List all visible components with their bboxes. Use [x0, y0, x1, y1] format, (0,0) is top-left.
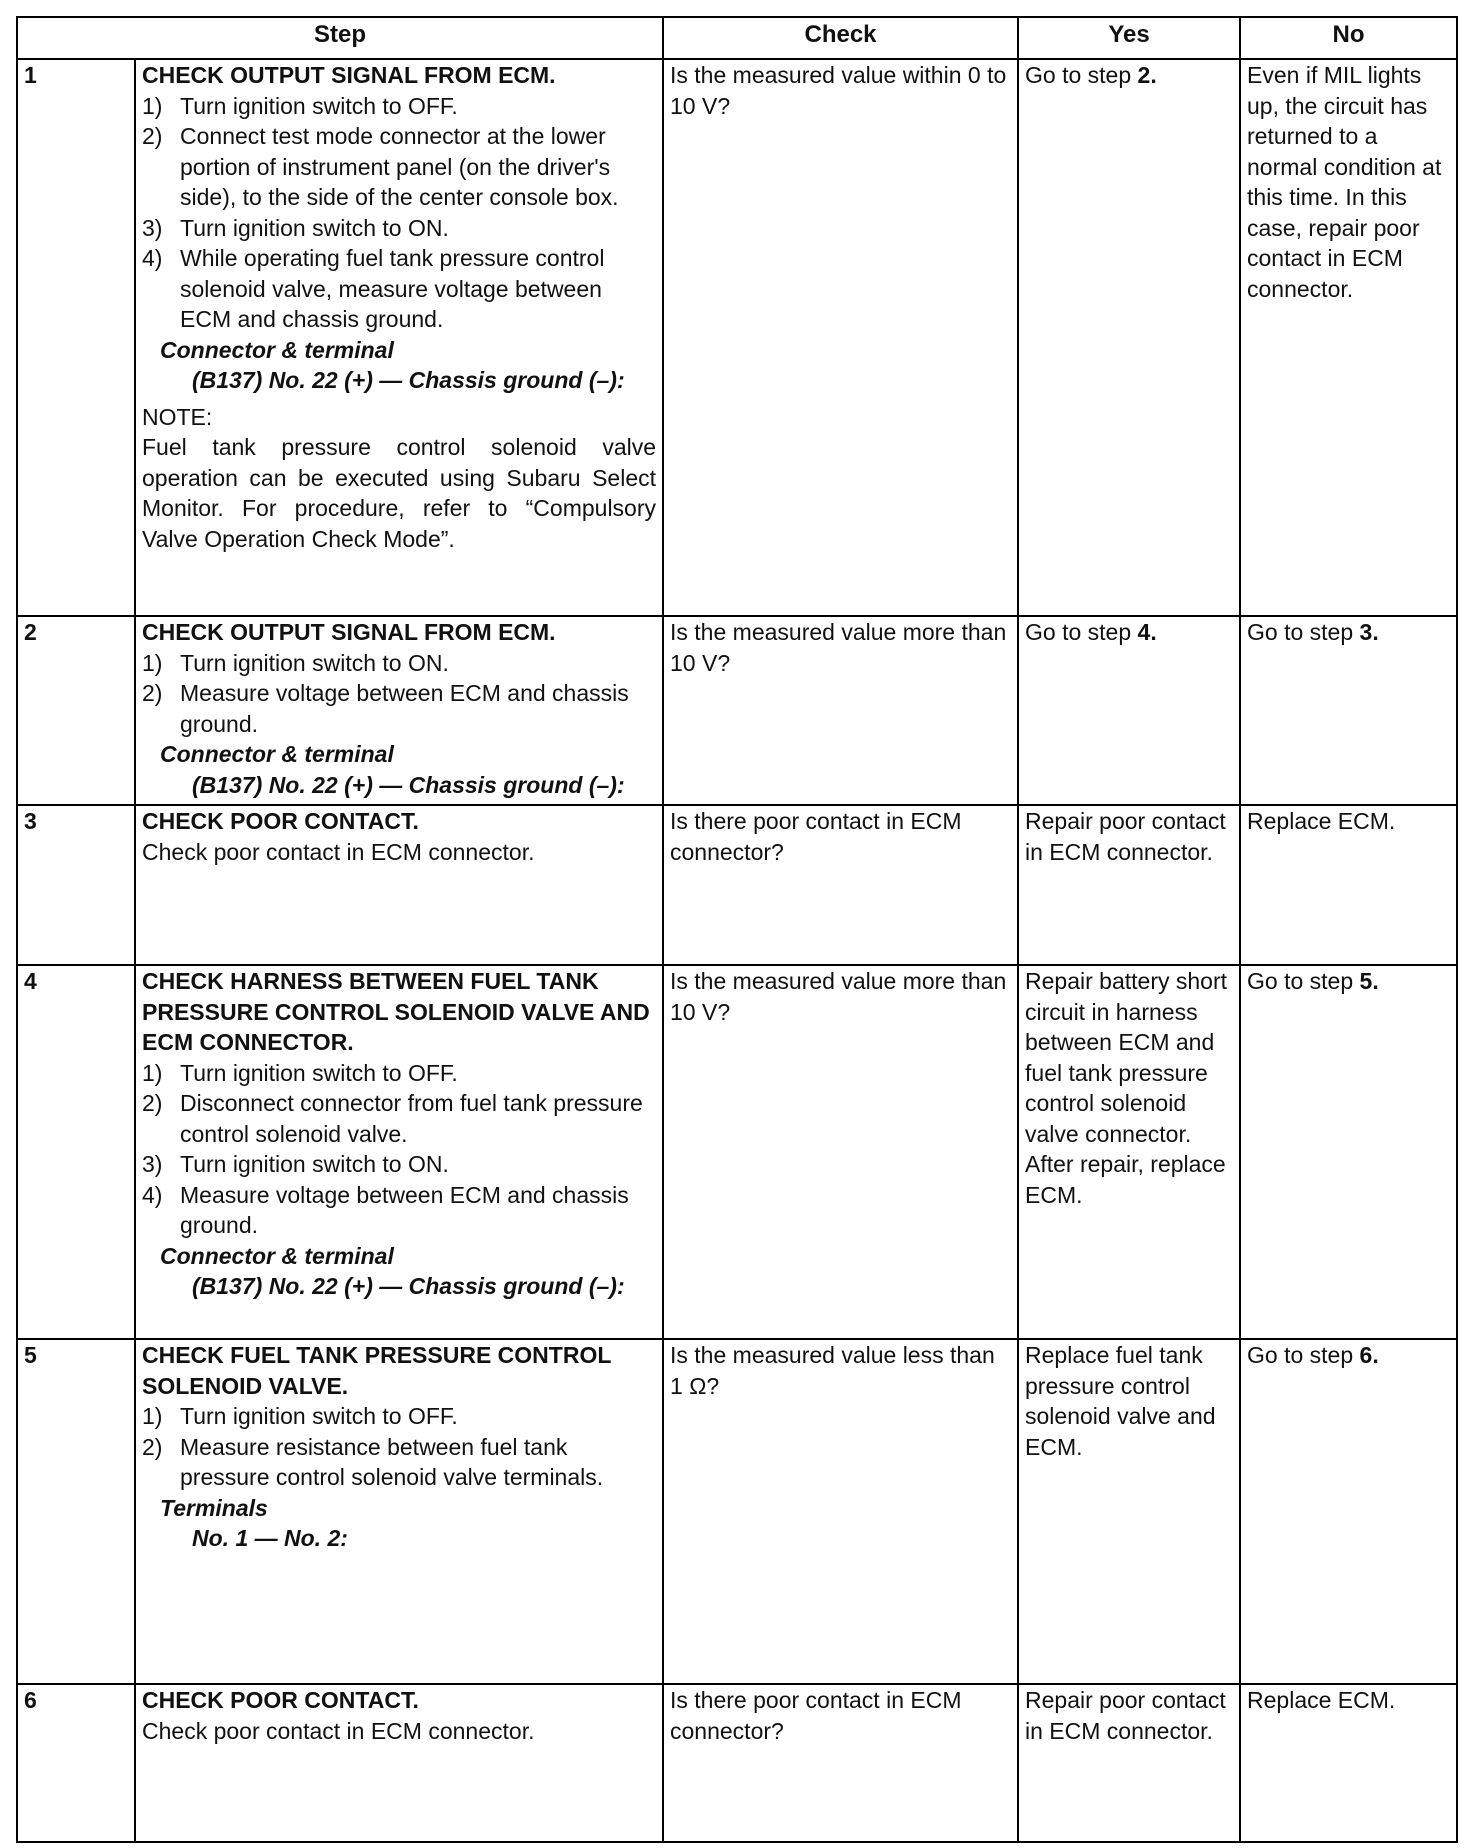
yes-text: Replace fuel tank pressure control solenoid valve and ECM. [1025, 1342, 1216, 1460]
check-cell: Is the measured value within 0 to 10 V? [663, 59, 1018, 616]
step-cell [135, 805, 663, 965]
spec-value: No. 1 — No. 2: [192, 1525, 348, 1551]
note-text: Fuel tank pressure control solenoid valve operation can be executed using Subaru Select Monitor. For procedure, refer to “Compulsory Valve Operation Check Mode”. [142, 434, 657, 552]
substep-number: 1) [142, 649, 163, 676]
no-cell [1240, 59, 1457, 616]
step-heading: CHECK POOR CONTACT. [142, 1687, 419, 1713]
substep-number: 3) [142, 1151, 163, 1177]
substep-number: 2) [142, 1433, 163, 1460]
table-row [17, 805, 1457, 965]
substep [142, 1180, 656, 1241]
substep [142, 1432, 656, 1493]
no-cell [1240, 1339, 1457, 1684]
substep-number: 2) [142, 123, 163, 149]
spec-value: (B137) No. 22 (+) — Chassis ground (–): [192, 771, 625, 798]
table-row [17, 59, 1457, 616]
step-number: 4 [17, 965, 135, 1339]
substep-number: 1) [142, 92, 163, 119]
header-yes: Yes [1018, 17, 1240, 59]
step-heading: CHECK OUTPUT SIGNAL FROM ECM. [142, 619, 556, 645]
step-cell [135, 59, 663, 616]
spec-label: Connector & terminal [160, 741, 394, 767]
yes-cell [1018, 805, 1240, 965]
substep-text: Connect test mode connector at the lower portion of instrument panel (on the driver's side), to the side of the center console box. [180, 123, 619, 210]
substep-number: 3) [142, 214, 163, 241]
substep-text: Turn ignition switch to ON. [180, 649, 449, 676]
no-step-ref: 5. [1359, 968, 1379, 994]
substep-text: Turn ignition switch to ON. [180, 214, 449, 241]
yes-cell [1018, 59, 1240, 616]
substep-text: Disconnect connector from fuel tank pressure control solenoid valve. [180, 1090, 643, 1147]
yes-text: Go to step [1025, 619, 1132, 645]
substep-text: Measure voltage between ECM and chassis ground. [180, 1181, 629, 1238]
substep [142, 1088, 656, 1149]
note-heading: NOTE: [142, 403, 213, 430]
no-text: Replace ECM. [1247, 808, 1396, 834]
substep-number: 2) [142, 680, 163, 706]
no-text: Go to step [1247, 968, 1354, 994]
check-cell: Is the measured value less than 1 Ω? [663, 1339, 1018, 1684]
step-heading: CHECK OUTPUT SIGNAL FROM ECM. [142, 62, 556, 88]
substep-number: 1) [142, 1059, 163, 1086]
no-text: Even if MIL lights up, the circuit has returned to a normal condition at this time. In this case, repair poor contact in ECM connector. [1247, 62, 1442, 302]
substep [142, 1149, 656, 1180]
yes-step-ref: 2. [1137, 62, 1157, 88]
substep-number: 2) [142, 1090, 163, 1116]
yes-text: Repair poor contact in ECM connector. [1025, 1687, 1226, 1744]
substep-text: Measure resistance between fuel tank pressure control solenoid valve terminals. [180, 1433, 604, 1490]
substep-text: While operating fuel tank pressure control solenoid valve, measure voltage between ECM and chassis ground. [180, 245, 605, 332]
yes-text: Repair battery short circuit in harness between ECM and fuel tank pressure control solenoid valve connector. After repair, replace ECM. [1025, 968, 1227, 1208]
step-number: 1 [17, 59, 135, 616]
diagnostic-table [16, 16, 1458, 1843]
substep-number: 4) [142, 245, 163, 271]
header-check: Check [663, 17, 1018, 59]
substep [142, 121, 656, 213]
header-step: Step [17, 17, 663, 59]
step-cell [135, 1339, 663, 1684]
yes-text: Repair poor contact in ECM connector. [1025, 808, 1226, 865]
substep [142, 1058, 656, 1089]
no-cell [1240, 965, 1457, 1339]
step-body: Check poor contact in ECM connector. [142, 838, 535, 865]
substep-text: Measure voltage between ECM and chassis ground. [180, 680, 629, 737]
yes-cell [1018, 1684, 1240, 1842]
no-cell [1240, 1684, 1457, 1842]
header-row [17, 17, 1457, 59]
spec-value: (B137) No. 22 (+) — Chassis ground (–): [192, 367, 625, 393]
substep-text: Turn ignition switch to OFF. [180, 92, 458, 119]
spec-label: Connector & terminal [160, 336, 394, 363]
no-cell [1240, 805, 1457, 965]
substep [142, 243, 656, 335]
substep-number: 4) [142, 1181, 163, 1208]
yes-step-ref: 4. [1137, 619, 1157, 645]
step-body: Check poor contact in ECM connector. [142, 1717, 535, 1744]
no-text: Go to step [1247, 1342, 1354, 1368]
table-row [17, 1684, 1457, 1842]
no-text: Replace ECM. [1247, 1687, 1396, 1713]
substep-text: Turn ignition switch to OFF. [180, 1403, 458, 1429]
substep-number: 1) [142, 1403, 163, 1429]
step-number: 6 [17, 1684, 135, 1842]
yes-cell [1018, 616, 1240, 805]
no-step-ref: 6. [1359, 1342, 1379, 1368]
step-heading: CHECK FUEL TANK PRESSURE CONTROL SOLENOID VALVE. [142, 1342, 611, 1399]
check-cell: Is the measured value more than 10 V? [663, 616, 1018, 805]
no-cell [1240, 616, 1457, 805]
step-number: 2 [17, 616, 135, 805]
spec-label: Terminals [160, 1494, 268, 1521]
table-row [17, 965, 1457, 1339]
substep-text: Turn ignition switch to OFF. [180, 1059, 458, 1086]
step-cell [135, 616, 663, 805]
substep [142, 1401, 656, 1432]
yes-cell [1018, 965, 1240, 1339]
table-row [17, 1339, 1457, 1684]
check-cell: Is there poor contact in ECM connector? [663, 805, 1018, 965]
substep [142, 213, 656, 244]
step-number: 5 [17, 1339, 135, 1684]
check-cell: Is the measured value more than 10 V? [663, 965, 1018, 1339]
spec-value: (B137) No. 22 (+) — Chassis ground (–): [192, 1273, 625, 1299]
substep-text: Turn ignition switch to ON. [180, 1151, 449, 1177]
substep [142, 648, 656, 679]
header-no: No [1240, 17, 1457, 59]
yes-text: Go to step [1025, 62, 1132, 88]
step-cell [135, 1684, 663, 1842]
spec-label: Connector & terminal [160, 1242, 394, 1269]
step-heading: CHECK HARNESS BETWEEN FUEL TANK PRESSURE CONTROL SOLENOID VALVE AND ECM CONNECTOR. [142, 968, 650, 1055]
substep [142, 678, 656, 739]
no-text: Go to step [1247, 619, 1354, 645]
step-number: 3 [17, 805, 135, 965]
step-cell [135, 965, 663, 1339]
yes-cell [1018, 1339, 1240, 1684]
substep [142, 91, 656, 122]
step-heading: CHECK POOR CONTACT. [142, 808, 419, 834]
no-step-ref: 3. [1359, 619, 1379, 645]
table-row [17, 616, 1457, 805]
check-cell: Is there poor contact in ECM connector? [663, 1684, 1018, 1842]
